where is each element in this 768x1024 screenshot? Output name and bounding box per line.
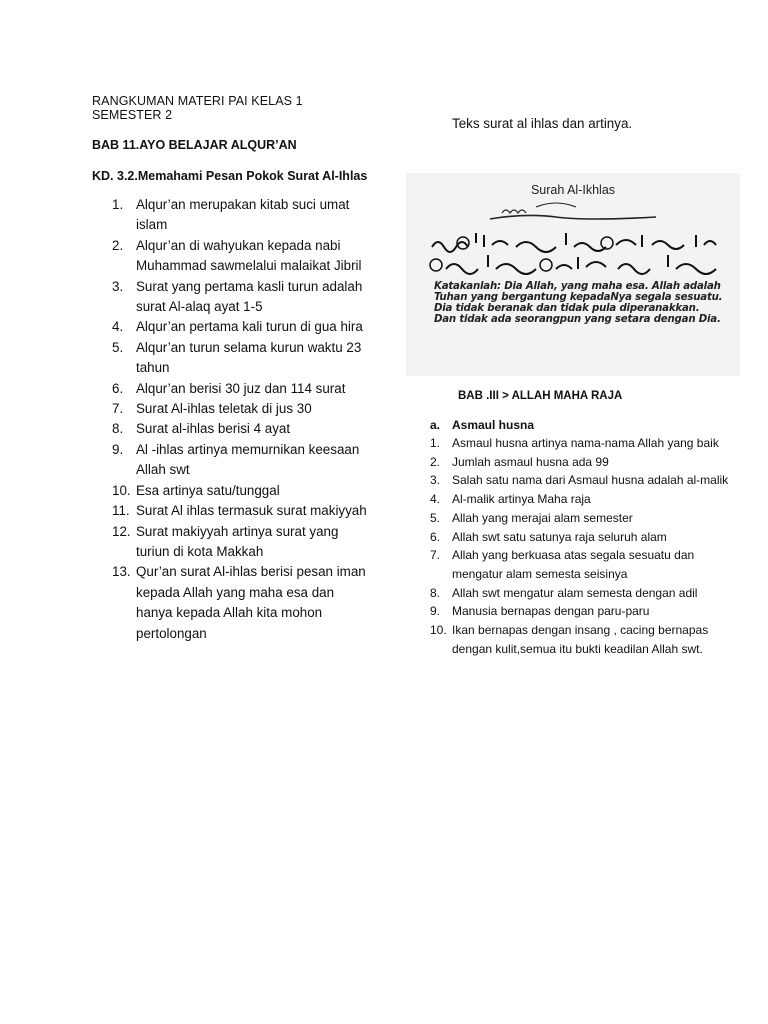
list-number: 11. [112,503,130,519]
list-item [92,399,372,419]
left-column [92,94,372,644]
list-number: 2. [430,454,441,469]
list-item [92,195,372,236]
main-summary-list [92,195,372,644]
list-text: Jumlah asmaul husna ada 99 [452,454,609,469]
list-text: Allah swt mengatur alam semesta dengan adil [452,585,698,600]
list-number: 4. [112,319,124,335]
list-text: Alqur’an berisi 30 juz dan 114 surat [136,380,346,396]
list-item [430,528,730,547]
list-item [92,562,372,644]
list-text: Alqur’an merupakan kitab suci umat islam [136,197,350,233]
list-text: Surat makiyyah artinya surat yang turiun di kota Makkah [136,523,339,559]
competency-heading: KD. 3.2.Memahami Pesan Pokok Surat Al-Ihlas [92,169,368,183]
chapter-3-heading: BAB .III > ALLAH MAHA RAJA [458,390,623,402]
list-number: 5. [430,510,441,525]
list-item [92,481,372,501]
surah-al-ikhlas-image [406,173,740,376]
list-number: 2. [112,237,124,253]
list-text: Salah satu nama dari Asmaul husna adalah al-malik [452,473,729,488]
list-item [92,236,372,277]
list-item [92,317,372,337]
list-text: Allah yang merajai alam semester [452,510,633,525]
list-item [92,501,372,521]
list-item [430,621,730,658]
list-number: 3. [430,473,441,488]
list-item [92,419,372,439]
list-text: Surat al-ihlas berisi 4 ayat [136,421,291,437]
list-number: 7. [112,401,124,417]
list-number: 10. [430,623,447,638]
surah-translation: Katakanlah: Dia Allah, yang maha esa. Allah adalah Tuhan yang bergantung kepadaNya segala sesuatu. Dia tidak beranak dan tidak pula diperanakkan. Dan tidak ada seorangpun yang setara dengan Dia. [434,281,723,325]
list-number: 9. [112,441,124,457]
list-item [430,434,730,453]
list-text: Alqur’an di wahyukan kepada nabi Muhammad sawmelalui malaikat Jibril [136,237,362,274]
list-item [430,471,730,490]
list-text: Surat Al ihlas termasuk surat makiyyah [136,503,367,519]
arabic-calligraphy-image [406,173,740,283]
list-number: 4. [430,492,441,507]
subsection-heading [430,418,534,432]
document-title: RANGKUMAN MATERI PAI KELAS 1 SEMESTER 2 [92,94,303,122]
list-text: Ikan bernapas dengan insang , cacing bernapas dengan kulit,semua itu bukti keadilan Allah swt. [452,623,709,656]
list-item [92,522,372,563]
list-number: 6. [112,380,124,396]
list-item [430,546,730,583]
list-number: 9. [430,604,441,619]
list-text: Manusia bernapas dengan paru-paru [452,604,650,619]
list-item [430,602,730,621]
surah-text-caption: Teks surat al ihlas dan artinya. [452,116,633,131]
list-number: 8. [112,421,124,437]
list-number: 8. [430,585,441,600]
surah-image-title: Surah Al-Ikhlas [530,183,616,197]
list-text: Alqur’an pertama kali turun di gua hira [136,319,363,335]
list-text: Surat Al-ihlas teletak di jus 30 [136,401,312,417]
list-item [430,509,730,528]
chapter-heading: BAB 11.AYO BELAJAR ALQUR’AN [92,138,297,152]
list-item [92,277,372,318]
list-number: 13. [112,564,131,580]
list-text: Allah swt satu satunya raja seluruh alam [452,529,667,544]
list-item [92,379,372,399]
list-text: Qur’an surat Al-ihlas berisi pesan iman kepada Allah yang maha esa dan hanya kepada Allah kita mohon pertolongan [136,564,366,641]
asmaul-husna-list [430,434,730,658]
list-number: 1. [112,197,124,212]
list-item [430,453,730,472]
subsection-title: Asmaul husna [452,418,535,432]
list-text: Alqur’an turun selama kurun waktu 23 tahun [136,339,362,376]
list-number: 7. [430,548,441,563]
list-text: Surat yang pertama kasli turun adalah surat Al-alaq ayat 1-5 [136,278,363,315]
list-text: Al-malik artinya Maha raja [452,492,591,507]
list-number: 1. [430,436,441,450]
list-number: 5. [112,339,124,355]
list-text: Al -ihlas artinya memurnikan keesaan Allah swt [136,441,360,478]
subsection-letter: a. [430,418,441,432]
list-item [430,490,730,509]
list-item [92,440,372,481]
list-number: 10. [112,482,131,498]
list-item [430,584,730,603]
list-item [92,338,372,379]
list-text: Esa artinya satu/tunggal [136,482,280,498]
list-number: 12. [112,523,131,539]
list-text: Allah yang berkuasa atas segala sesuatu dan mengatur alam semesta seisinya [452,548,695,581]
list-text: Asmaul husna artinya nama-nama Allah yang baik [452,436,719,450]
list-number: 6. [430,529,441,544]
list-number: 3. [112,278,124,294]
